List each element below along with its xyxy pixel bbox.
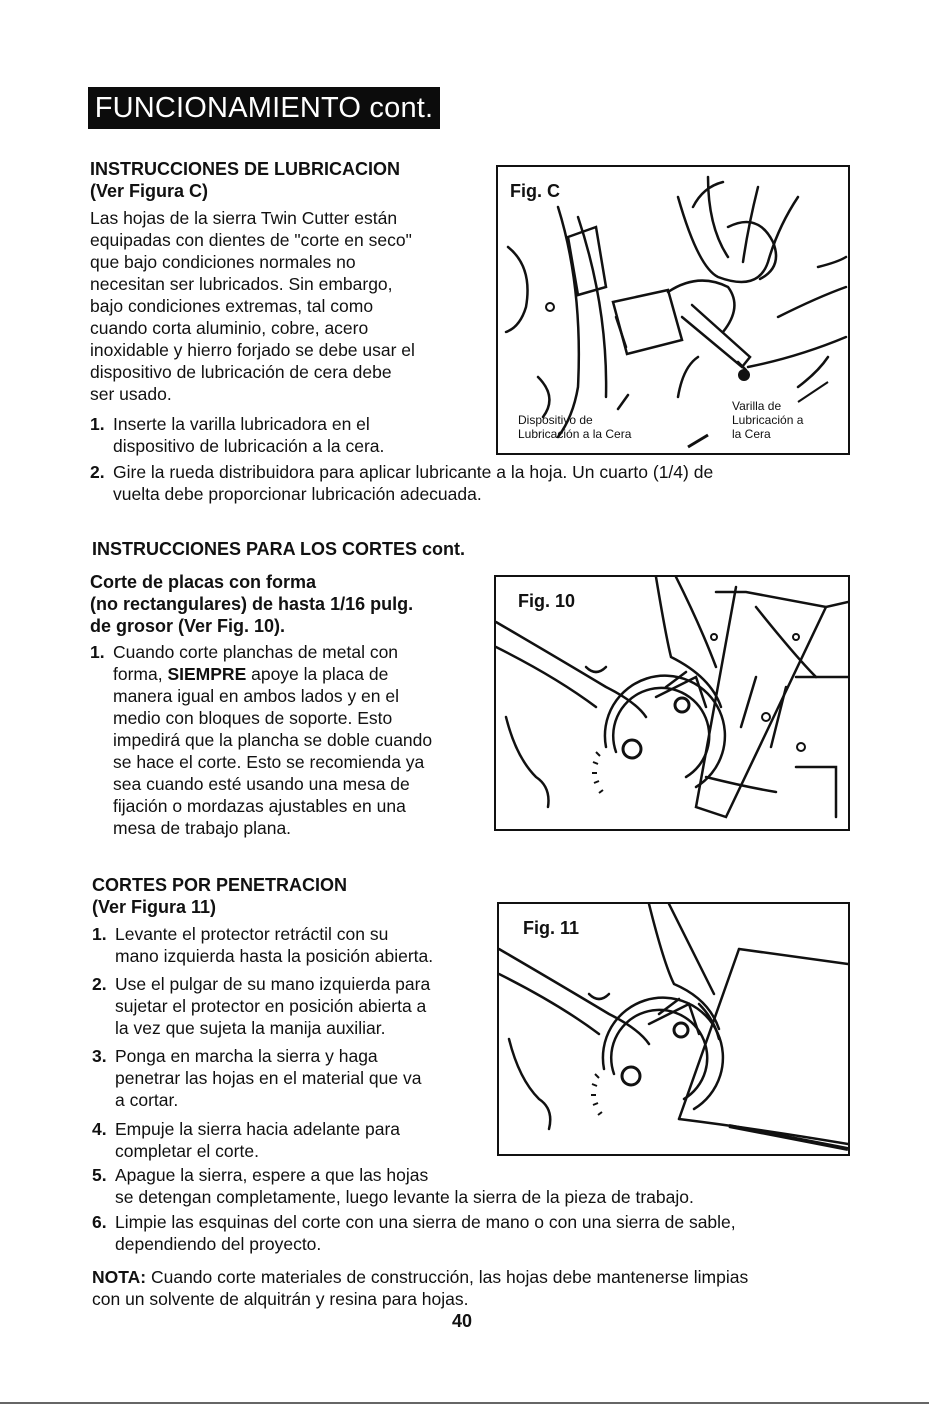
step-number: 1. bbox=[90, 414, 105, 434]
callout-text: Dispositivo de bbox=[518, 413, 593, 427]
step-number: 4. bbox=[92, 1119, 107, 1139]
cuts-instructions-heading: INSTRUCCIONES PARA LOS CORTES cont. bbox=[92, 539, 466, 559]
text-line: dispositivo de lubricación de cera debe bbox=[90, 362, 392, 382]
plunge-cut-subheading: (Ver Figura 11) bbox=[92, 897, 217, 917]
step-text: forma, bbox=[113, 664, 168, 684]
step-text: apoye la placa de bbox=[246, 664, 389, 684]
step-number: 2. bbox=[90, 462, 105, 482]
figure-c bbox=[496, 165, 850, 455]
text-line: que bajo condiciones normales no bbox=[90, 252, 356, 272]
plunge-step-2 bbox=[92, 973, 430, 1039]
step-text: Apague la sierra, espere a que las hojas bbox=[115, 1165, 429, 1185]
section-banner: FUNCIONAMIENTO cont. bbox=[88, 87, 440, 129]
figure-11 bbox=[497, 902, 850, 1156]
plunge-cut-heading: CORTES POR PENETRACION bbox=[92, 875, 348, 895]
step-text: Ponga en marcha la sierra y haga bbox=[115, 1046, 378, 1066]
figure-11-illustration bbox=[499, 904, 848, 1154]
step-number: 6. bbox=[92, 1212, 107, 1232]
text-line: equipadas con dientes de "corte en seco" bbox=[90, 230, 412, 250]
step-number: 1. bbox=[90, 642, 105, 662]
note-text: Cuando corte materiales de construcción, las hojas debe mantenerse limpias bbox=[146, 1267, 749, 1287]
shaped-cut-step-1 bbox=[90, 641, 432, 839]
step-text: dependiendo del proyecto. bbox=[115, 1234, 322, 1254]
callout-text: Varilla de bbox=[732, 399, 782, 413]
text-line: bajo condiciones extremas, tal como bbox=[90, 296, 374, 316]
figure-10 bbox=[494, 575, 850, 831]
bottom-edge-line bbox=[0, 1402, 929, 1404]
step-text: completar el corte. bbox=[115, 1141, 259, 1161]
plunge-step-1 bbox=[92, 923, 433, 967]
step-number: 1. bbox=[92, 924, 107, 944]
note-line-2: con un solvente de alquitrán y resina para hojas. bbox=[92, 1289, 469, 1309]
plunge-step-5 bbox=[92, 1164, 694, 1208]
lubrication-paragraph bbox=[90, 207, 415, 405]
step-number: 2. bbox=[92, 974, 107, 994]
text-line: ser usado. bbox=[90, 384, 172, 404]
step-text: medio con bloques de soporte. Esto bbox=[113, 708, 393, 728]
step-text: la vez que sujeta la manija auxiliar. bbox=[115, 1018, 386, 1038]
step-text: fijación o mordazas ajustables en una bbox=[113, 796, 406, 816]
callout-text: Lubricación a la Cera bbox=[518, 427, 632, 441]
lubrication-subheading: (Ver Figura C) bbox=[90, 181, 209, 201]
step-text: sujetar el protector en posición abierta a bbox=[115, 996, 427, 1016]
step-text: a cortar. bbox=[115, 1090, 179, 1110]
step-text: impedirá que la plancha se doble cuando bbox=[113, 730, 433, 750]
shaped-cut-heading-2: (no rectangulares) de hasta 1/16 pulg. bbox=[90, 594, 414, 614]
plunge-step-6 bbox=[92, 1211, 736, 1255]
step-text: sea cuando esté usando una mesa de bbox=[113, 774, 410, 794]
step-text: mesa de trabajo plana. bbox=[113, 818, 292, 838]
page-number: 40 bbox=[452, 1311, 473, 1331]
figure-10-illustration bbox=[496, 577, 848, 829]
step-text: se hace el corte. Esto se recomienda ya bbox=[113, 752, 425, 772]
shaped-cut-heading-1: Corte de placas con forma bbox=[90, 572, 317, 592]
lubrication-heading: INSTRUCCIONES DE LUBRICACION bbox=[90, 159, 401, 179]
step-text: Gire la rueda distribuidora para aplicar lubricante a la hoja. Un cuarto (1/4) de bbox=[113, 462, 714, 482]
text-line: necesitan ser lubricados. Sin embargo, bbox=[90, 274, 393, 294]
figure-c-label: Fig. C bbox=[510, 181, 560, 201]
callout-text: la Cera bbox=[732, 427, 771, 441]
note-label: NOTA: bbox=[92, 1267, 147, 1287]
step-text: se detengan completamente, luego levante la sierra de la pieza de trabajo. bbox=[115, 1187, 694, 1207]
step-text: mano izquierda hasta la posición abierta. bbox=[115, 946, 434, 966]
step-text: Empuje la sierra hacia adelante para bbox=[115, 1119, 401, 1139]
step-number: 3. bbox=[92, 1046, 107, 1066]
step-text: Levante el protector retráctil con su bbox=[115, 924, 389, 944]
step-number: 5. bbox=[92, 1165, 107, 1185]
step-text: Limpie las esquinas del corte con una sierra de mano o con una sierra de sable, bbox=[115, 1212, 736, 1232]
step-text: vuelta debe proporcionar lubricación adecuada. bbox=[113, 484, 482, 504]
emphasis-text: SIEMPRE bbox=[167, 664, 247, 684]
callout-text: Lubricación a bbox=[732, 413, 804, 427]
figure-c-callout-wax-stick bbox=[732, 399, 803, 441]
shaped-cut-heading-3: de grosor (Ver Fig. 10). bbox=[90, 616, 286, 636]
step-text: Use el pulgar de su mano izquierda para bbox=[115, 974, 431, 994]
plunge-step-4 bbox=[92, 1118, 400, 1162]
step-text: Inserte la varilla lubricadora en el bbox=[113, 414, 370, 434]
note-line-1 bbox=[92, 1266, 748, 1288]
step-text: dispositivo de lubricación a la cera. bbox=[113, 436, 385, 456]
step-text: manera igual en ambos lados y en el bbox=[113, 686, 400, 706]
lubrication-step-2 bbox=[90, 461, 713, 505]
figure-10-label: Fig. 10 bbox=[518, 591, 576, 611]
figure-11-label: Fig. 11 bbox=[523, 918, 580, 938]
text-line: cuando corta aluminio, cobre, acero bbox=[90, 318, 369, 338]
lubrication-step-1 bbox=[90, 413, 384, 457]
text-line: Las hojas de la sierra Twin Cutter están bbox=[90, 208, 398, 228]
step-text: Cuando corte planchas de metal con bbox=[113, 642, 399, 662]
plunge-step-3 bbox=[92, 1045, 421, 1111]
figure-c-callout-wax-device bbox=[518, 413, 631, 441]
step-text-line bbox=[90, 663, 432, 685]
step-text: penetrar las hojas en el material que va bbox=[115, 1068, 422, 1088]
text-line: inoxidable y hierro forjado se debe usar el bbox=[90, 340, 415, 360]
